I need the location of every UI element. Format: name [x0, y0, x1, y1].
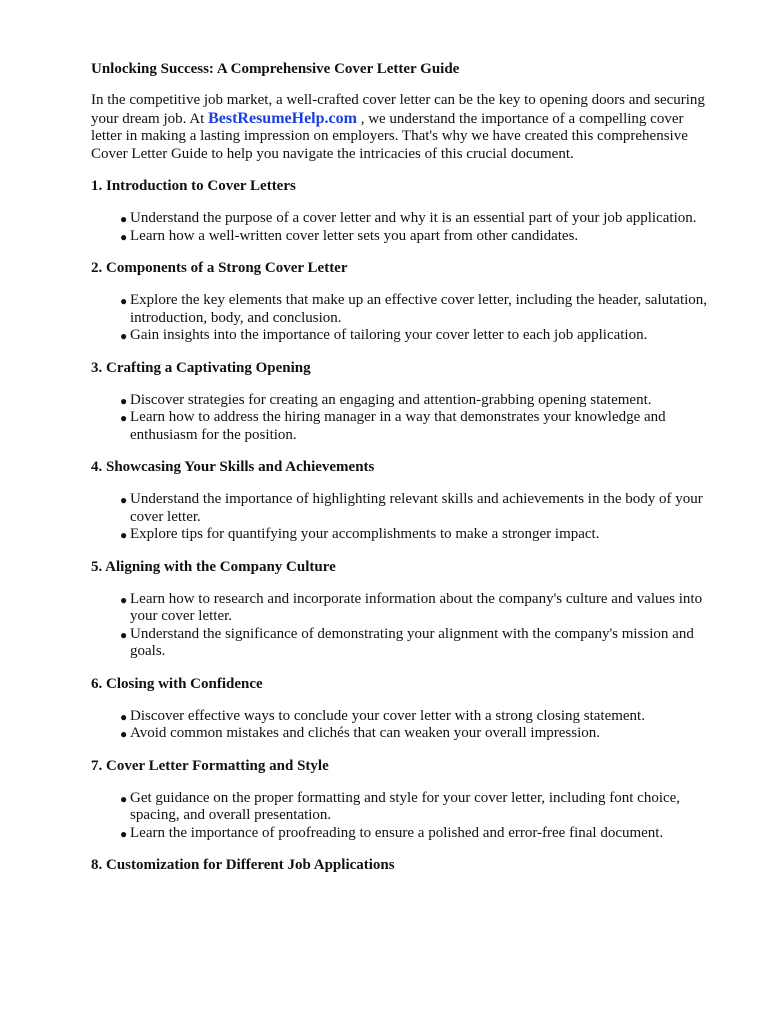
list-item — [120, 210, 720, 228]
list-item-text: Learn the importance of proofreading to ensure a polished and error-free final document. — [130, 824, 664, 841]
list-item — [120, 391, 720, 410]
list-item-text: Explore tips for quantifying your accomplishments to make a stronger impact. — [130, 526, 600, 542]
section-heading: 8. Customization for Different Job Applications — [91, 857, 395, 873]
bullet-list — [91, 210, 720, 245]
bullet-icon: ● — [120, 727, 128, 741]
list-item — [120, 526, 720, 544]
list-item-text: Learn how to address the hiring manager in a way that demonstrates your knowledge and enthusiasm for the position. — [130, 409, 666, 443]
bullet-list — [91, 392, 720, 445]
list-item — [120, 625, 720, 661]
list-item-text: Gain insights into the importance of tailoring your cover letter to each job application. — [130, 327, 648, 343]
section-heading: 7. Cover Letter Formatting and Style — [91, 757, 329, 774]
bullet-list — [91, 790, 720, 843]
bullet-list — [91, 491, 720, 544]
bullet-icon: ● — [120, 493, 128, 507]
list-item — [120, 707, 720, 726]
list-item — [120, 227, 720, 246]
list-item-text: Understand the purpose of a cover letter and why it is an essential part of your job application. — [130, 210, 697, 226]
bullet-icon: ● — [120, 393, 128, 408]
bullet-icon: ● — [120, 329, 128, 343]
list-item-text: Discover effective ways to conclude your cover letter with a strong closing statement. — [130, 707, 645, 724]
list-item — [120, 292, 720, 327]
bullet-icon: ● — [120, 528, 128, 542]
section-heading: 3. Crafting a Captivating Opening — [91, 359, 311, 376]
bullet-list — [91, 591, 720, 661]
bullet-icon: ● — [120, 411, 128, 425]
bullet-icon: ● — [120, 212, 128, 226]
list-item — [120, 590, 720, 626]
list-item — [120, 409, 720, 444]
bullet-icon: ● — [120, 709, 128, 724]
section-heading: 1. Introduction to Cover Letters — [91, 178, 296, 194]
section-heading: 4. Showcasing Your Skills and Achievements — [91, 459, 375, 475]
section-heading: 2. Components of a Strong Cover Letter — [91, 260, 348, 276]
bullet-list — [91, 292, 720, 345]
section-heading: 6. Closing with Confidence — [91, 675, 263, 692]
intro-text-after-link: , we understand the importance of a compelling cover letter in making a lasting impression on employers. That's why we have created this comprehensive Cover Letter Guide to help you navigate the intricacies of this crucial document. — [91, 110, 688, 162]
list-item-text: Understand the importance of highlighting relevant skills and achievements in the body of your cover letter. — [130, 491, 703, 525]
section-heading: 5. Aligning with the Company Culture — [91, 558, 336, 575]
bullet-icon: ● — [120, 826, 128, 841]
intro-text-before-link: In the competitive job market, a well-crafted cover letter can be the key to opening doors and securing your dream job. At — [91, 92, 705, 127]
bullet-icon: ● — [120, 592, 128, 607]
bullet-icon: ● — [120, 294, 128, 308]
list-item — [120, 789, 720, 825]
document-title: Unlocking Success: A Comprehensive Cover Letter Guide — [91, 61, 460, 77]
list-item-text: Discover strategies for creating an engaging and attention-grabbing opening statement. — [130, 391, 652, 408]
list-item — [120, 824, 720, 843]
list-item-text: Understand the significance of demonstrating your alignment with the company's mission and goals. — [130, 625, 694, 659]
intro-paragraph — [91, 92, 716, 163]
bullet-icon: ● — [120, 627, 128, 642]
list-item-text: Learn how to research and incorporate information about the company's culture and values into your cover letter. — [130, 590, 703, 624]
list-item — [120, 491, 720, 526]
list-item-text: Avoid common mistakes and clichés that can weaken your overall impression. — [130, 725, 601, 741]
list-item-text: Learn how a well-written cover letter sets you apart from other candidates. — [130, 227, 579, 244]
list-item-text: Get guidance on the proper formatting and style for your cover letter, including font choice, spacing, and overall presentation. — [130, 789, 681, 823]
bestresumehelp-link[interactable]: BestResumeHelp.com — [208, 109, 357, 127]
bullet-icon: ● — [120, 229, 128, 244]
list-item — [120, 327, 720, 345]
bullet-icon: ● — [120, 791, 128, 806]
bullet-list — [91, 708, 720, 743]
list-item-text: Explore the key elements that make up an effective cover letter, including the header, salutation, introduction, body, and conclusion. — [130, 292, 708, 326]
list-item — [120, 725, 720, 743]
